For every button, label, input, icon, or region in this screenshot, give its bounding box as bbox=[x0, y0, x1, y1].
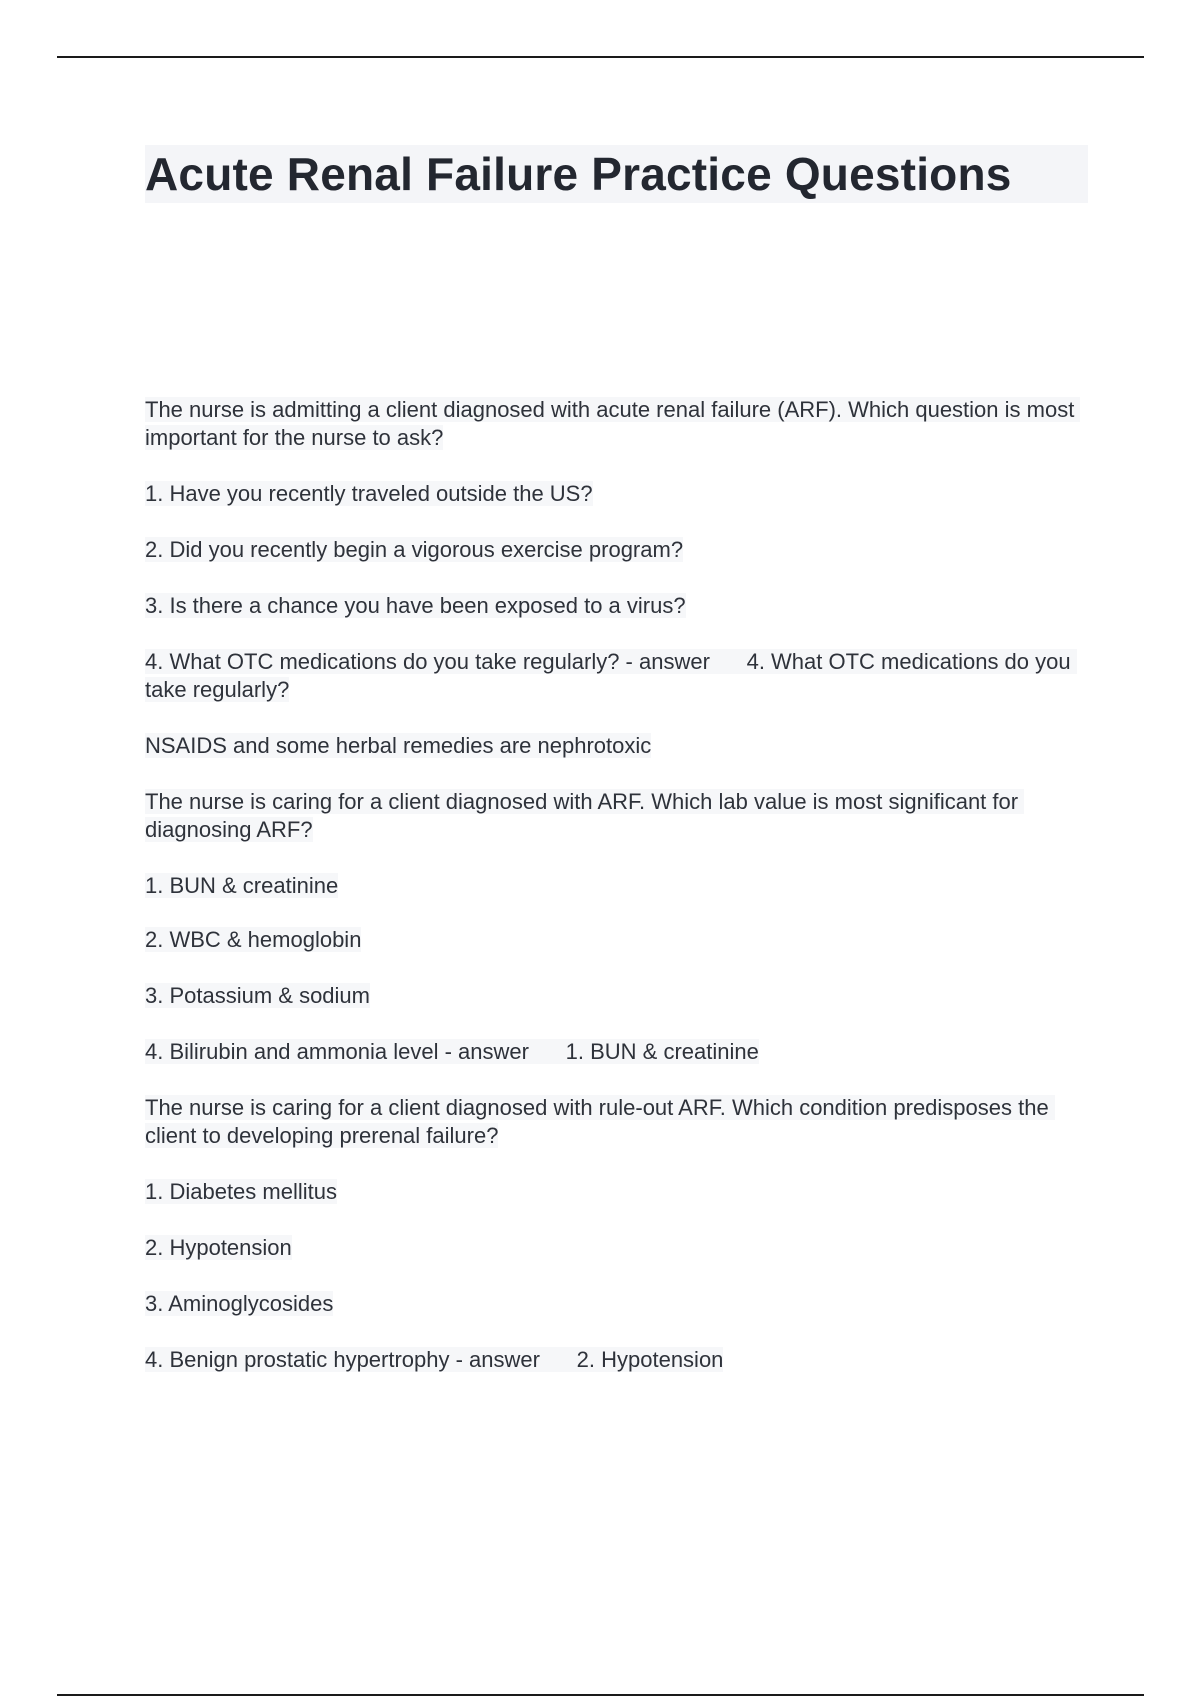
question-3-answer: 4. Benign prostatic hypertrophy - answer 2. Hypotension bbox=[145, 1347, 724, 1372]
document-title: Acute Renal Failure Practice Questions bbox=[145, 148, 1012, 200]
question-1-stem: The nurse is admitting a client diagnosed with acute renal failure (ARF). Which question is most important for the nurse to ask? bbox=[145, 397, 1081, 450]
question-2-option-1: 1. BUN & creatinine bbox=[145, 873, 339, 898]
question-1-option-3: 3. Is there a chance you have been exposed to a virus? bbox=[145, 593, 686, 618]
question-list bbox=[145, 396, 1095, 1402]
question-1-rationale: NSAIDS and some herbal remedies are nephrotoxic bbox=[145, 733, 652, 758]
question-3-option-2: 2. Hypotension bbox=[145, 1235, 292, 1260]
question-2-answer: 4. Bilirubin and ammonia level - answer 1. BUN & creatinine bbox=[145, 1039, 759, 1064]
question-1-option-1: 1. Have you recently traveled outside the US? bbox=[145, 481, 593, 506]
bottom-rule bbox=[57, 1694, 1144, 1696]
question-3-stem: The nurse is caring for a client diagnosed with rule-out ARF. Which condition predisposes the client to developing prerenal failure? bbox=[145, 1095, 1055, 1148]
question-2-option-3: 3. Potassium & sodium bbox=[145, 983, 370, 1008]
top-rule bbox=[57, 56, 1144, 58]
question-3-option-3: 3. Aminoglycosides bbox=[145, 1291, 334, 1316]
question-2-stem: The nurse is caring for a client diagnosed with ARF. Which lab value is most significant for diagnosing ARF? bbox=[145, 789, 1025, 842]
question-2-option-2: 2. WBC & hemoglobin bbox=[145, 927, 362, 952]
question-1-option-2: 2. Did you recently begin a vigorous exercise program? bbox=[145, 537, 684, 562]
question-3-option-1: 1. Diabetes mellitus bbox=[145, 1179, 337, 1204]
question-1-answer: 4. What OTC medications do you take regularly? - answer 4. What OTC medications do you take regularly? bbox=[145, 649, 1077, 702]
